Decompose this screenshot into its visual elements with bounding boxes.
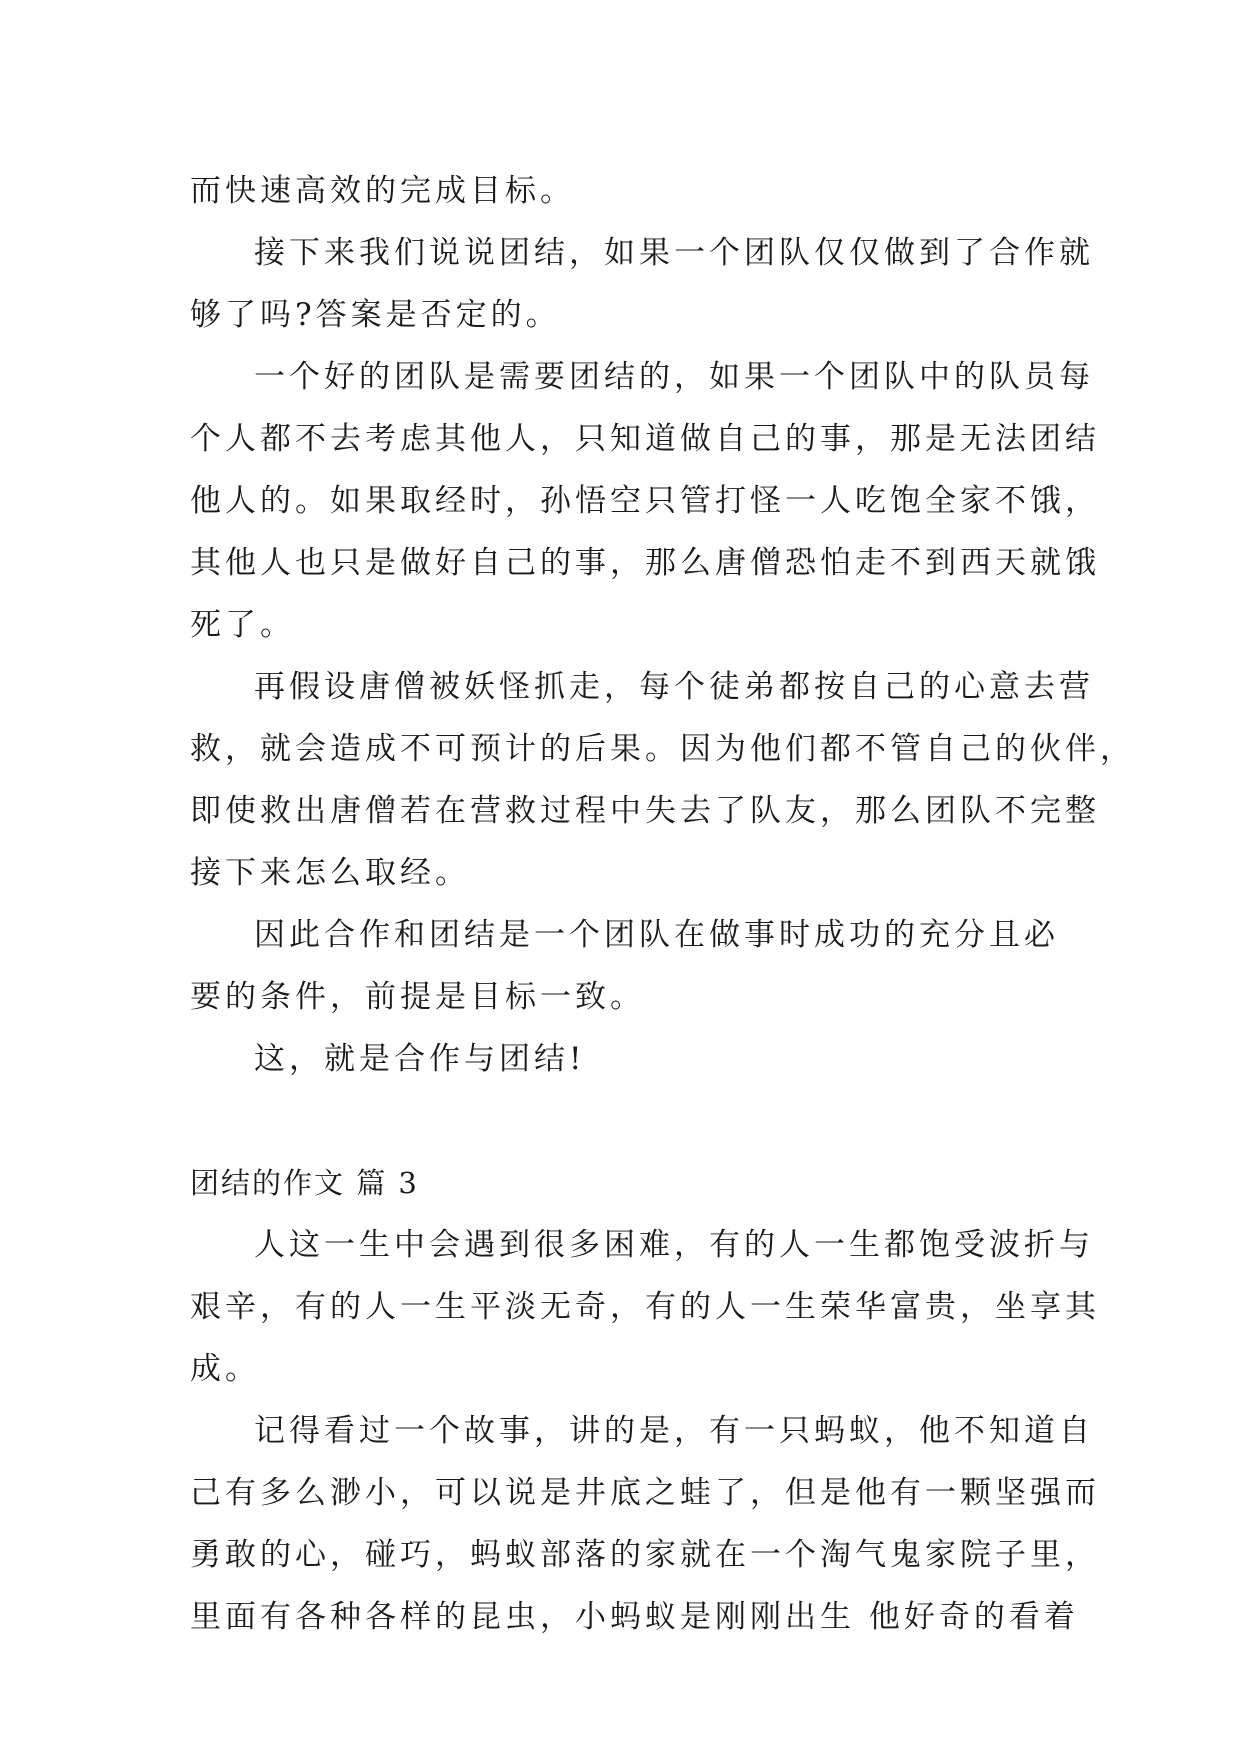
text-line: 接下来怎么取经。 [190, 855, 470, 891]
paragraph-first-line: 人这一生中会遇到很多困难，有的人一生都饱受波折与 [254, 1227, 1094, 1263]
text-line: 死了。 [190, 607, 295, 643]
text-line: 个人都不去考虑其他人，只知道做自己的事，那是无法团结 [190, 421, 1100, 457]
paragraph-first-line: 再假设唐僧被妖怪抓走，每个徒弟都按自己的心意去营 [254, 669, 1094, 705]
text-line: 他人的。如果取经时，孙悟空只管打怪一人吃饱全家不饿， [190, 483, 1100, 519]
paragraph-first-line: 记得看过一个故事，讲的是，有一只蚂蚁，他不知道自 [254, 1413, 1094, 1449]
text-line: 勇敢的心，碰巧，蚂蚁部落的家就在一个淘气鬼家院子里， [190, 1537, 1100, 1573]
text-line: 而快速高效的完成目标。 [190, 173, 575, 209]
paragraph-first-line: 一个好的团队是需要团结的，如果一个团队中的队员每 [254, 359, 1094, 395]
paragraph-first-line: 因此合作和团结是一个团队在做事时成功的充分且必 [254, 917, 1059, 953]
text-line: 己有多么渺小，可以说是井底之蛙了，但是他有一颗坚强而 [190, 1475, 1100, 1511]
text-line: 其他人也只是做好自己的事，那么唐僧恐怕走不到西天就饿 [190, 545, 1100, 581]
text-line: 够了吗?答案是否定的。 [190, 297, 561, 333]
text-line: 里面有各种各样的昆虫，小蚂蚁是刚刚出生 他好奇的看着 [190, 1599, 1079, 1635]
section-heading: 团结的作文 篇 3 [190, 1166, 419, 1200]
section-spacer [190, 1090, 1050, 1152]
text-line: 要的条件，前提是目标一致。 [190, 979, 645, 1015]
text-line: 救，就会造成不可预计的后果。因为他们都不管自己的伙伴， [190, 731, 1135, 767]
text-line: 艰辛，有的人一生平淡无奇，有的人一生荣华富贵，坐享其 [190, 1289, 1100, 1325]
paragraph-first-line: 这，就是合作与团结! [254, 1041, 586, 1077]
text-line: 即使救出唐僧若在营救过程中失去了队友，那么团队不完整 [190, 793, 1100, 829]
document-body [190, 160, 1135, 1648]
paragraph-first-line: 接下来我们说说团结，如果一个团队仅仅做到了合作就 [254, 235, 1094, 271]
text-line: 成。 [190, 1351, 260, 1387]
